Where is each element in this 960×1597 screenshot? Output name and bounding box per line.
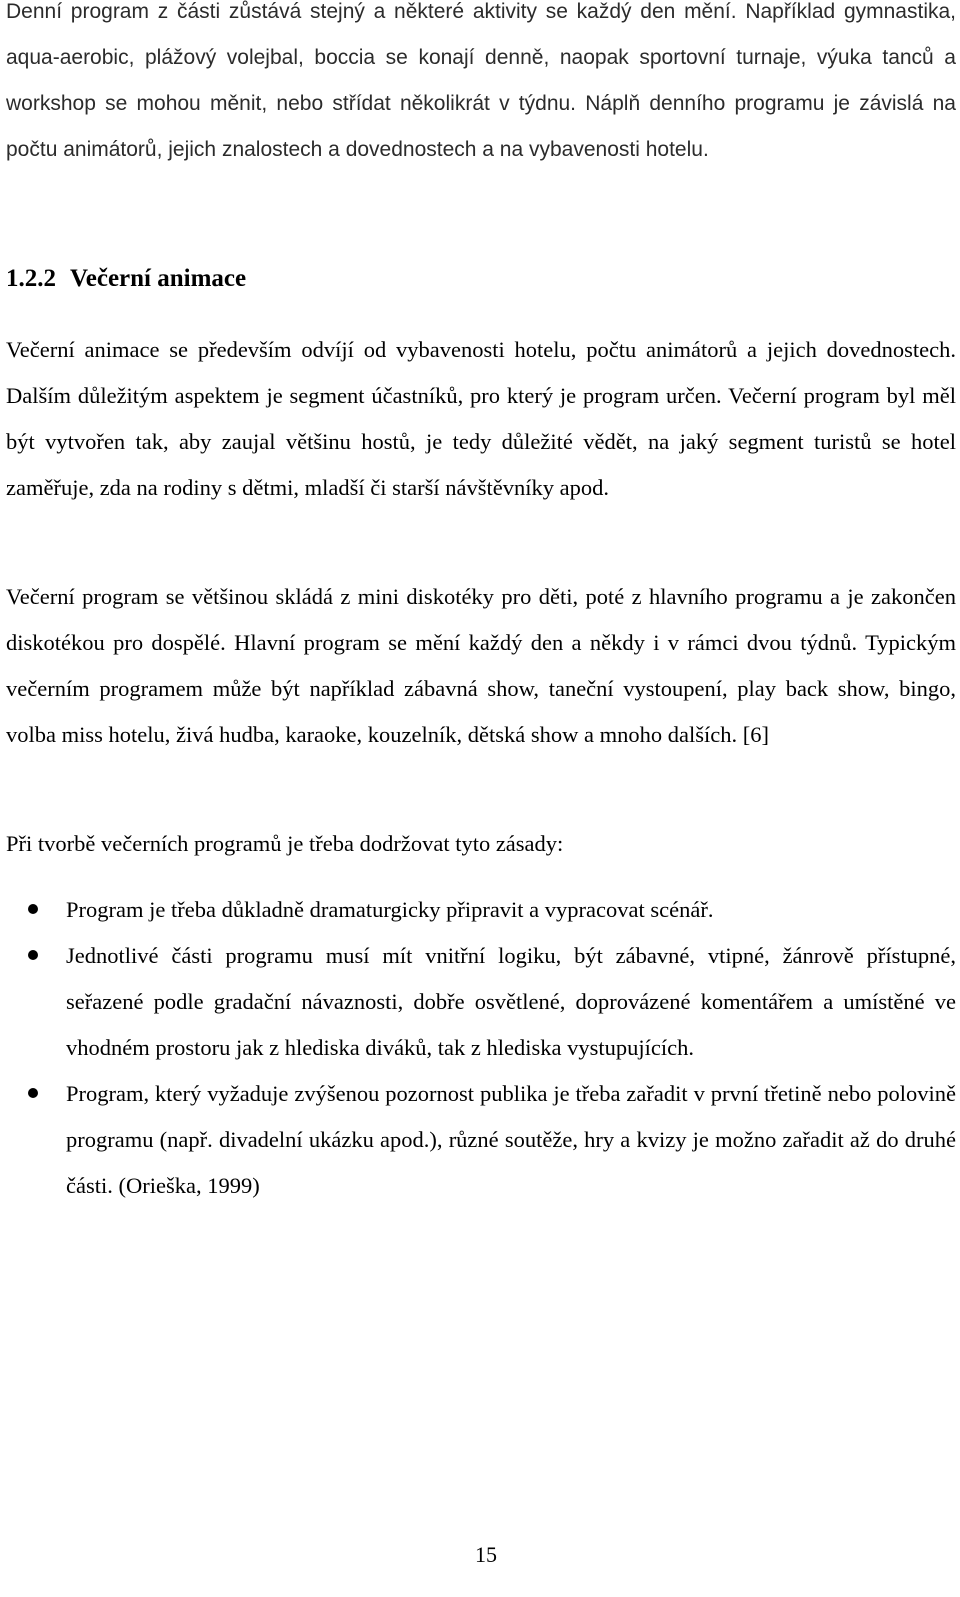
list-item [0,933,956,1071]
body-paragraph: Večerní animace se především odvíjí od vybavenosti hotelu, počtu animátorů a jejich dovednostech. Dalším důležitým aspektem je segment účastníků, pro který je program určen. Večerní program byl měl být vytvořen tak, aby zaujal většinu hostů, je tedy důležité vědět, na jaký segment turistů se hotel zaměřuje, zda na rodiny s dětmi, mladší či starší návštěvníky apod. [6,337,956,500]
body-paragraph: Při tvorbě večerních programů je třeba dodržovat tyto zásady: [6,831,564,856]
intro-paragraph: Denní program z části zůstává stejný a některé aktivity se každý den mění. Například gymnastika, aqua-aerobic, plážový volejbal, boccia se konají denně, naopak sportovní turnaje, výuka tanců a workshop se mohou měnit, nebo střídat několikrát v týdnu. Náplň denního programu je závislá na počtu animátorů, jejich znalostech a dovednostech a na vybavenosti hotelu. [6,0,956,161]
list-item-text: Program je třeba důkladně dramaturgicky připravit a vypracovat scénář. [66,897,714,922]
section-number: 1.2.2 [6,265,56,292]
bullet-icon [28,904,38,914]
body-paragraph: Večerní program se většinou skládá z mini diskotéky pro děti, poté z hlavního programu a je zakončen diskotékou pro dospělé. Hlavní program se mění každý den a někdy i v rámci dvou týdnů. Typickým večerním programem může být například zábavná show, taneční vystoupení, play back show, bingo, volba miss hotelu, živá hudba, karaoke, kouzelník, dětská show a mnoho dalších. [6] [6,584,956,747]
list-item [0,1071,956,1209]
principles-list [0,887,956,1209]
bullet-icon [28,1088,38,1098]
bullet-icon [28,950,38,960]
list-item-text: Jednotlivé části programu musí mít vnitřní logiku, být zábavné, vtipné, žánrově přístupné, seřazené podle gradační návaznosti, dobře osvětlené, doprovázené komentářem a umístěné ve vhodném prostoru jak z hlediska diváků, tak z hlediska vystupujících. [66,943,956,1060]
page-number: 15 [475,1542,497,1567]
list-item-text: Program, který vyžaduje zvýšenou pozornost publika je třeba zařadit v první třetině nebo polovině programu (např. divadelní ukázku apod.), různé soutěže, hry a kvizy je možno zařadit až do druhé části. (Orieška, 1999) [66,1081,956,1198]
list-item [0,887,956,933]
section-title: Večerní animace [70,265,247,292]
section-heading [6,259,246,299]
